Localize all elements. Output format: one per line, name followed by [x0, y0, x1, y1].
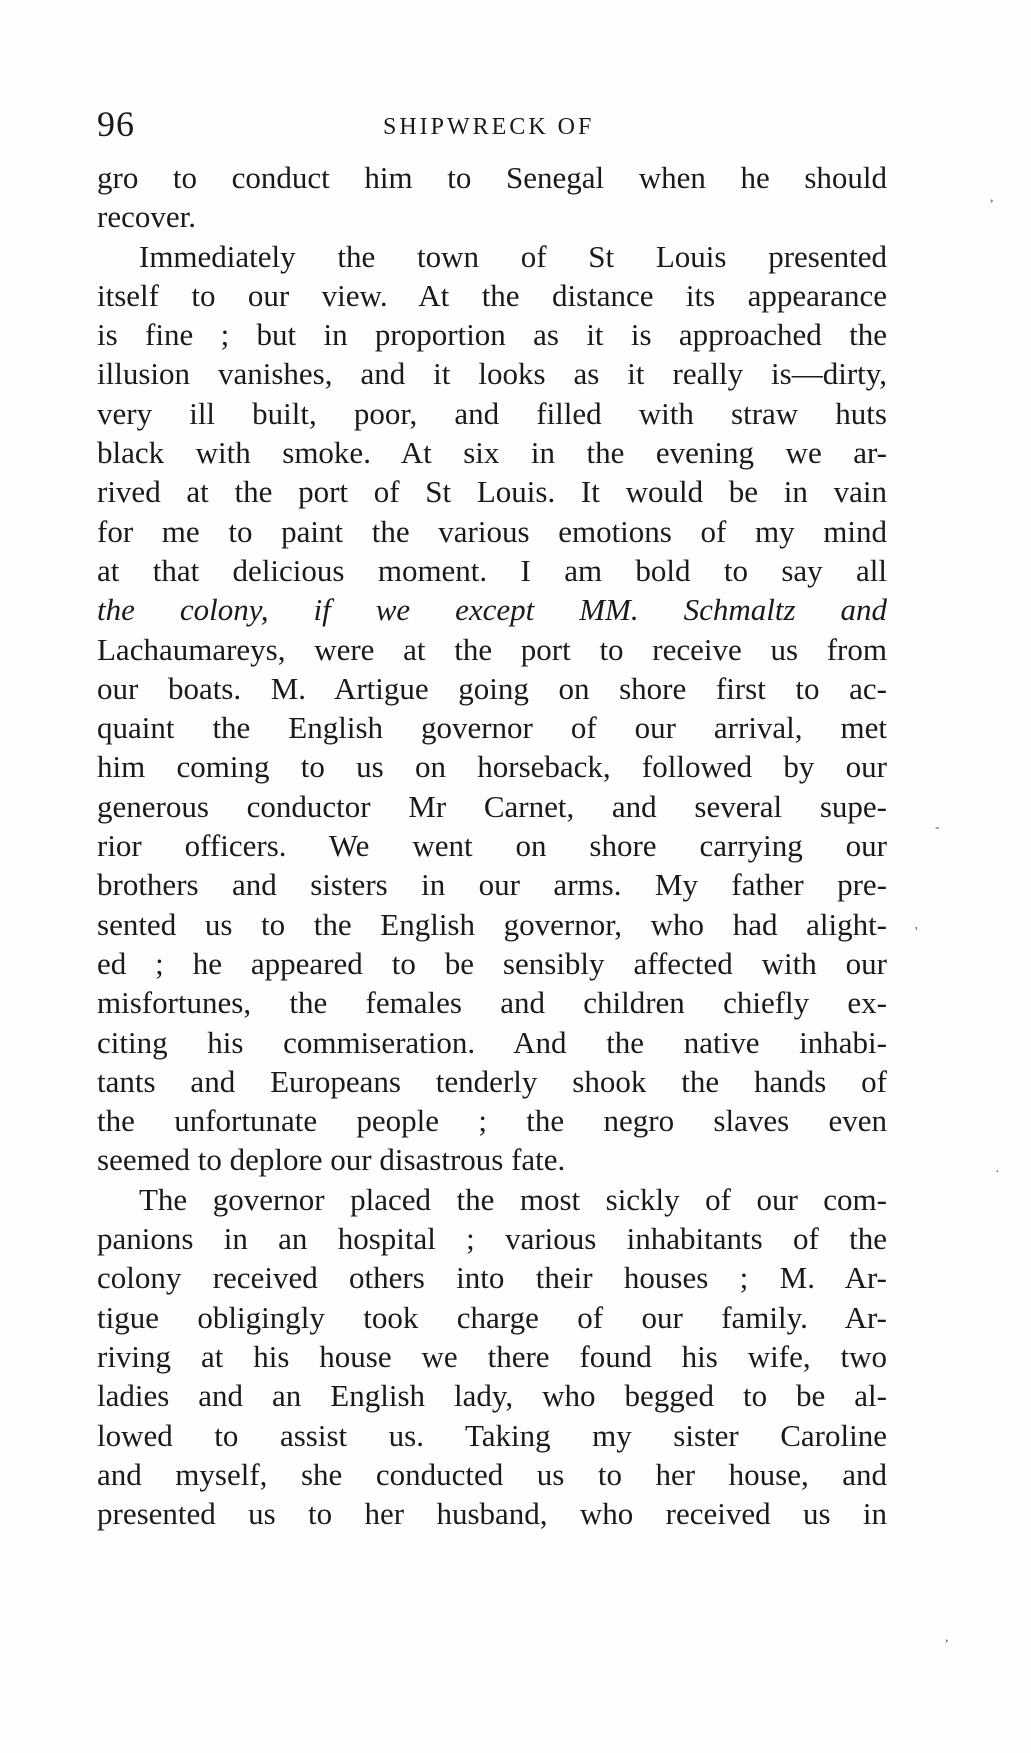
page-header — [97, 104, 887, 148]
margin-speck: , — [945, 1630, 949, 1645]
text-line: the unfortunate people ; the negro slaves even — [97, 1103, 887, 1139]
text-line: rived at the port of St Louis. It would be in vain — [97, 474, 887, 510]
text-line: quaint the English governor of our arrival, met — [97, 710, 887, 746]
text-line: rior officers. We went on shore carrying our — [97, 828, 887, 864]
text-line: illusion vanishes, and it looks as it really is—dirty, — [97, 356, 887, 392]
paragraph-start-line: Immediately the town of St Louis presented — [139, 238, 887, 274]
text-line: tigue obligingly took charge of our family. Ar- — [97, 1299, 887, 1335]
text-line: misfortunes, the females and children chiefly ex- — [97, 985, 887, 1021]
margin-speck: , — [990, 190, 994, 205]
text-line: ladies and an English lady, who begged to be al- — [97, 1378, 887, 1414]
text-line: panions in an hospital ; various inhabitants of the — [97, 1221, 887, 1257]
text-line: gro to conduct him to Senegal when he should — [97, 160, 887, 195]
text-line: ed ; he appeared to be sensibly affected with our — [97, 945, 887, 981]
text-line: very ill built, poor, and filled with straw huts — [97, 395, 887, 431]
text-line: for me to paint the various emotions of my mind — [97, 513, 887, 549]
text-line: Lachaumareys, were at the port to receive us from — [97, 631, 887, 667]
text-line: brothers and sisters in our arms. My father pre- — [97, 867, 887, 903]
text-line: colony received others into their houses ; M. Ar- — [97, 1260, 887, 1296]
body-text — [97, 158, 887, 1533]
text-line: lowed to assist us. Taking my sister Caroline — [97, 1417, 887, 1453]
text-line: and myself, she conducted us to her house, and — [97, 1456, 887, 1492]
margin-speck: - — [935, 820, 940, 835]
text-line: sented us to the English governor, who had alight- — [97, 906, 887, 942]
page-number: 96 — [97, 104, 135, 144]
text-line: the colony, if we except MM. Schmaltz and — [97, 592, 887, 628]
text-line: tants and Europeans tenderly shook the hands of — [97, 1063, 887, 1099]
text-line: presented us to her husband, who received us in — [97, 1496, 887, 1532]
text-line: citing his commiseration. And the native inhabi- — [97, 1024, 887, 1060]
text-line: our boats. M. Artigue going on shore first to ac- — [97, 670, 887, 706]
text-line: seemed to deplore our disastrous fate. — [97, 1142, 566, 1178]
text-line: generous conductor Mr Carnet, and several supe- — [97, 788, 887, 824]
running-head: SHIPWRECK OF — [383, 114, 595, 140]
text-line: recover. — [97, 199, 196, 235]
text-line: black with smoke. At six in the evening we ar- — [97, 435, 887, 471]
text-line: him coming to us on horseback, followed by our — [97, 749, 887, 785]
paragraph-start-line: The governor placed the most sickly of our com- — [139, 1181, 887, 1217]
text-line: at that delicious moment. I am bold to say all — [97, 552, 887, 588]
text-line: riving at his house we there found his wife, two — [97, 1338, 887, 1374]
margin-speck: · — [995, 1165, 1000, 1180]
text-line: itself to our view. At the distance its appearance — [97, 277, 887, 313]
text-line: is fine ; but in proportion as it is approached the — [97, 317, 887, 353]
margin-speck: ' — [915, 925, 918, 940]
